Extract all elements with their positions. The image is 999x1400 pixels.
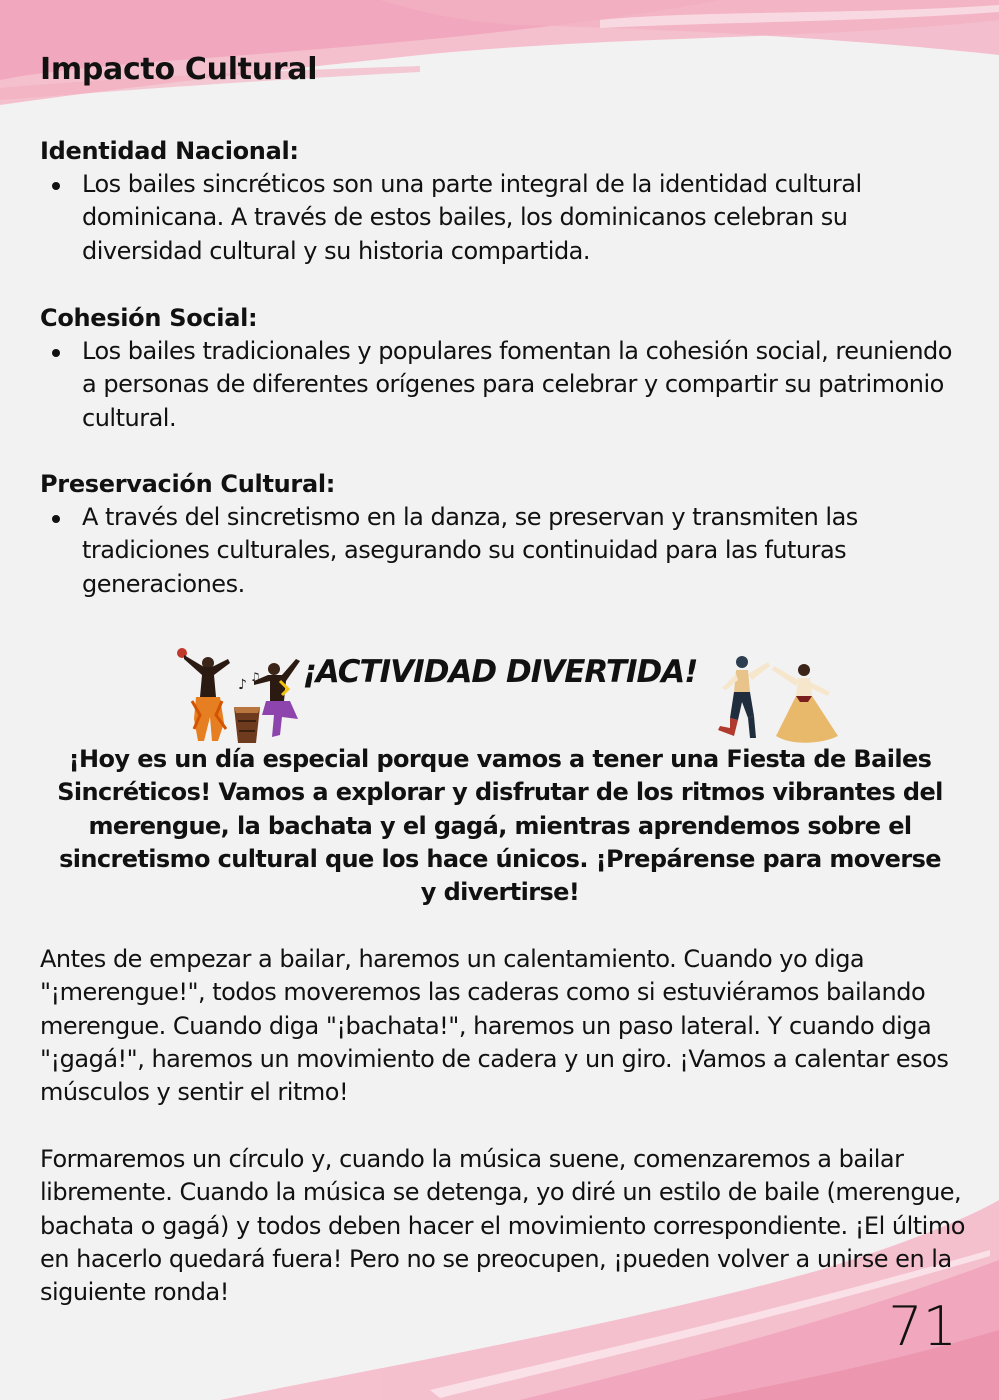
bullet-item: [40, 168, 965, 268]
activity-title: ¡ACTIVIDAD DIVERTIDA!: [302, 654, 698, 690]
activity-paragraph: Antes de empezar a bailar, haremos un calentamiento. Cuando yo diga "¡merengue!", todos moveremos las caderas como si estuviéramos bailando merengue. Cuando diga "¡bachata!", haremos un paso lateral. Y cuando diga "¡gagá!", haremos un movimiento de cadera y un giro. ¡Vamos a calentar esos músculos y sentir el ritmo!: [40, 945, 949, 1107]
page-title: Impacto Cultural: [40, 52, 318, 87]
bullet-item: [40, 501, 965, 601]
svg-text:♪: ♪: [238, 677, 247, 693]
activity-paragraph: Formaremos un círculo y, cuando la música suene, comenzaremos a bailar libremente. Cuando la música se detenga, yo diré un estilo de baile (merengue, bachata o gagá) y todos deben hacer el movimiento correspondiente. ¡El último en hacerlo quedará fuera! Pero no se preocupen, ¡pueden volver a unirse en la siguiente ronda!: [40, 1145, 965, 1307]
bullet-dot-icon: [52, 182, 60, 190]
section-preservacion-cultural: [40, 468, 965, 601]
bullet-text: A través del sincretismo en la danza, se preservan y transmiten las tradiciones culturales, asegurando su continuidad para las futuras generaciones.: [82, 503, 858, 598]
folk-couple-dancers-illustration-icon: [712, 652, 842, 747]
bullet-dot-icon: [52, 515, 60, 523]
section-heading: Identidad Nacional:: [40, 137, 299, 165]
activity-intro: ¡Hoy es un día especial porque vamos a tener una Fiesta de Bailes Sincréticos! Vamos a explorar y disfrutar de los ritmos vibrantes del merengue, la bachata y el gagá, mientras aprendemos sobre el sincretismo cultural que los hace únicos. ¡Prepárense para moverse y divertirse!: [57, 745, 943, 907]
section-heading: Cohesión Social:: [40, 304, 258, 332]
svg-text:♫: ♫: [250, 670, 261, 684]
bullet-item: [40, 335, 965, 435]
section-identidad-nacional: [40, 135, 965, 268]
section-heading: Preservación Cultural:: [40, 470, 336, 498]
bullet-text: Los bailes tradicionales y populares fomentan la cohesión social, reuniendo a personas de diferentes orígenes para celebrar y compartir su patrimonio cultural.: [82, 337, 952, 432]
section-cohesion-social: [40, 302, 965, 435]
bullet-dot-icon: [52, 349, 60, 357]
page-number: 71: [888, 1295, 957, 1358]
afro-dancers-illustration-icon: [170, 645, 310, 745]
bullet-text: Los bailes sincréticos son una parte integral de la identidad cultural dominicana. A través de estos bailes, los dominicanos celebran su diversidad cultural y su historia compartida.: [82, 170, 862, 265]
